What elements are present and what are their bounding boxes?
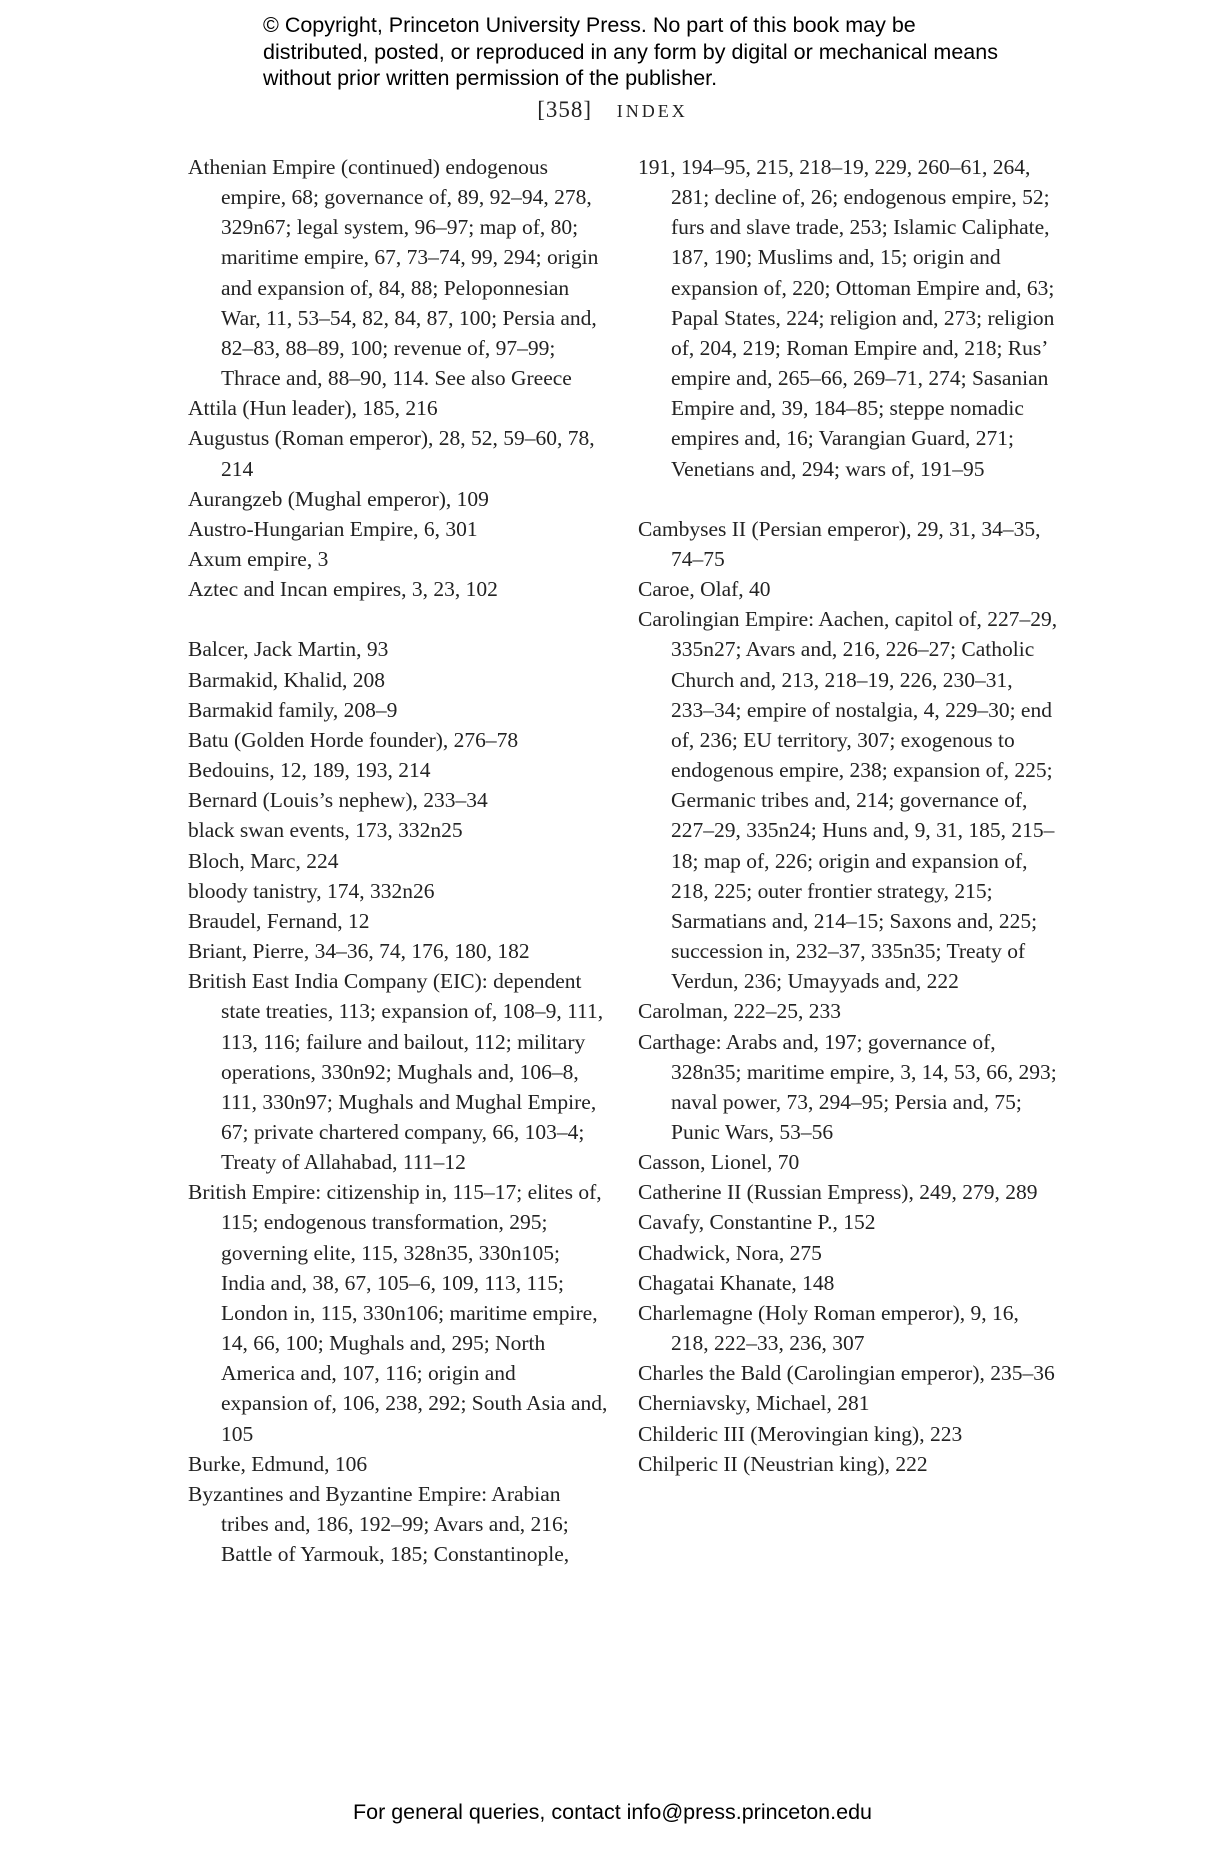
- index-entry: Catherine II (Russian Empress), 249, 279, 289: [638, 1180, 1038, 1205]
- index-entry: Casson, Lionel, 70: [638, 1150, 800, 1175]
- letter-group-gap: [188, 604, 608, 634]
- index-column-left: [188, 152, 608, 1569]
- index-entry: Charlemagne (Holy Roman emperor), 9, 16, 218, 222–33, 236, 307: [638, 1300, 1019, 1356]
- index-entry: Attila (Hun leader), 185, 216: [188, 396, 438, 421]
- index-entry: Caroe, Olaf, 40: [638, 577, 771, 602]
- index-entry: British Empire: citizenship in, 115–17; elites of, 115; endogenous transformation, 295; governing elite, 115, 328n35, 330n105; India and, 38, 67, 105–6, 109, 113, 115; London in, 115, 330n106; maritime empire, 14, 66, 100; Mughals and, 295; North America and, 107, 116; origin and expansion of, 106, 238, 292; South Asia and, 105: [188, 1180, 608, 1446]
- page-number: [358]: [537, 97, 593, 122]
- index-entry: Cavafy, Constantine P., 152: [638, 1210, 876, 1235]
- index-entry: Cambyses II (Persian emperor), 29, 31, 34–35, 74–75: [638, 516, 1041, 572]
- index-entry: Bloch, Marc, 224: [188, 848, 339, 873]
- index-entry: Austro-Hungarian Empire, 6, 301: [188, 516, 478, 541]
- index-entry: Balcer, Jack Martin, 93: [188, 637, 389, 662]
- index-entry: Augustus (Roman emperor), 28, 52, 59–60, 78, 214: [188, 426, 595, 481]
- footer-contact: For general queries, contact info@press.princeton.edu: [352, 1800, 872, 1824]
- index-column-right: [638, 152, 1058, 1479]
- index-entry: bloody tanistry, 174, 332n26: [188, 878, 435, 903]
- section-title: INDEX: [616, 101, 688, 121]
- index-entry: Chadwick, Nora, 275: [638, 1240, 822, 1265]
- index-entry: Carolman, 222–25, 233: [638, 999, 842, 1024]
- letter-group-gap: [638, 484, 1058, 514]
- index-entry: Chilperic II (Neustrian king), 222: [638, 1451, 928, 1476]
- index-entry: Barmakid, Khalid, 208: [188, 667, 386, 692]
- index-entry: Childeric III (Merovingian king), 223: [638, 1421, 963, 1446]
- index-entry: Briant, Pierre, 34–36, 74, 176, 180, 182: [188, 939, 530, 964]
- index-entry: Byzantines and Byzantine Empire: Arabian tribes and, 186, 192–99; Avars and, 216; Battle of Yarmouk, 185; Constantinople,: [188, 1481, 570, 1567]
- index-entry: Burke, Edmund, 106: [188, 1451, 368, 1476]
- index-entry: Athenian Empire (continued) endogenous empire, 68; governance of, 89, 92–94, 278, 329n67; legal system, 96–97; map of, 80; maritime empire, 67, 73–74, 99, 294; origin and expansion of, 84, 88; Peloponnesian War, 11, 53–54, 82, 84, 87, 100; Persia and, 82–83, 88–89, 100; revenue of, 97–99; Thrace and, 88–90, 114. See also Greece: [188, 155, 599, 391]
- index-entry: Axum empire, 3: [188, 547, 329, 572]
- index-entry: Cherniavsky, Michael, 281: [638, 1391, 870, 1416]
- index-entry: black swan events, 173, 332n25: [188, 818, 463, 843]
- index-entry: Bedouins, 12, 189, 193, 214: [188, 758, 431, 783]
- index-entry: Charles the Bald (Carolingian emperor), 235–36: [638, 1361, 1055, 1386]
- index-entry: Batu (Golden Horde founder), 276–78: [188, 727, 519, 752]
- index-entry: Bernard (Louis’s nephew), 233–34: [188, 788, 488, 813]
- index-entry: Carthage: Arabs and, 197; governance of, 328n35; maritime empire, 3, 14, 53, 66, 293; naval power, 73, 294–95; Persia and, 75; Punic Wars, 53–56: [638, 1029, 1057, 1144]
- index-entry: Carolingian Empire: Aachen, capitol of, 227–29, 335n27; Avars and, 216, 226–27; Catholic Church and, 213, 218–19, 226, 230–31, 233–34; empire of nostalgia, 4, 229–30; end of, 236; EU territory, 307; exogenous to endogenous empire, 238; expansion of, 225; Germanic tribes and, 214; governance of, 227–29, 335n24; Huns and, 9, 31, 185, 215–18; map of, 226; origin and expansion of, 218, 225; outer frontier strategy, 215; Sarmatians and, 214–15; Saxons and, 225; succession in, 232–37, 335n35; Treaty of Verdun, 236; Umayyads and, 222: [638, 607, 1058, 994]
- index-entry: British East India Company (EIC): dependent state treaties, 113; expansion of, 108–9, 111, 113, 116; failure and bailout, 112; military operations, 330n92; Mughals and, 106–8, 111, 330n97; Mughals and Mughal Empire, 67; private chartered company, 66, 103–4; Treaty of Allahabad, 111–12: [188, 969, 604, 1175]
- index-entry: Braudel, Fernand, 12: [188, 908, 370, 933]
- index-entry: Aztec and Incan empires, 3, 23, 102: [188, 577, 498, 602]
- copyright-notice: © Copyright, Princeton University Press. No part of this book may be distributed, posted, or reproduced in any form by digital or mechanical means without prior written permission of the publisher.: [263, 13, 998, 90]
- index-entry-continued: 191, 194–95, 215, 218–19, 229, 260–61, 264, 281; decline of, 26; endogenous empire, 52; furs and slave trade, 253; Islamic Caliphate, 187, 190; Muslims and, 15; origin and expansion of, 220; Ottoman Empire and, 63; Papal States, 224; religion and, 273; religion of, 204, 219; Roman Empire and, 218; Rus’ empire and, 265–66, 269–71, 274; Sasanian Empire and, 39, 184–85; steppe nomadic empires and, 16; Varangian Guard, 271; Venetians and, 294; wars of, 191–95: [638, 155, 1055, 481]
- index-entry: Chagatai Khanate, 148: [638, 1270, 835, 1295]
- running-head: [0, 97, 1225, 123]
- index-entry: Aurangzeb (Mughal emperor), 109: [188, 486, 489, 511]
- index-entry: Barmakid family, 208–9: [188, 697, 398, 722]
